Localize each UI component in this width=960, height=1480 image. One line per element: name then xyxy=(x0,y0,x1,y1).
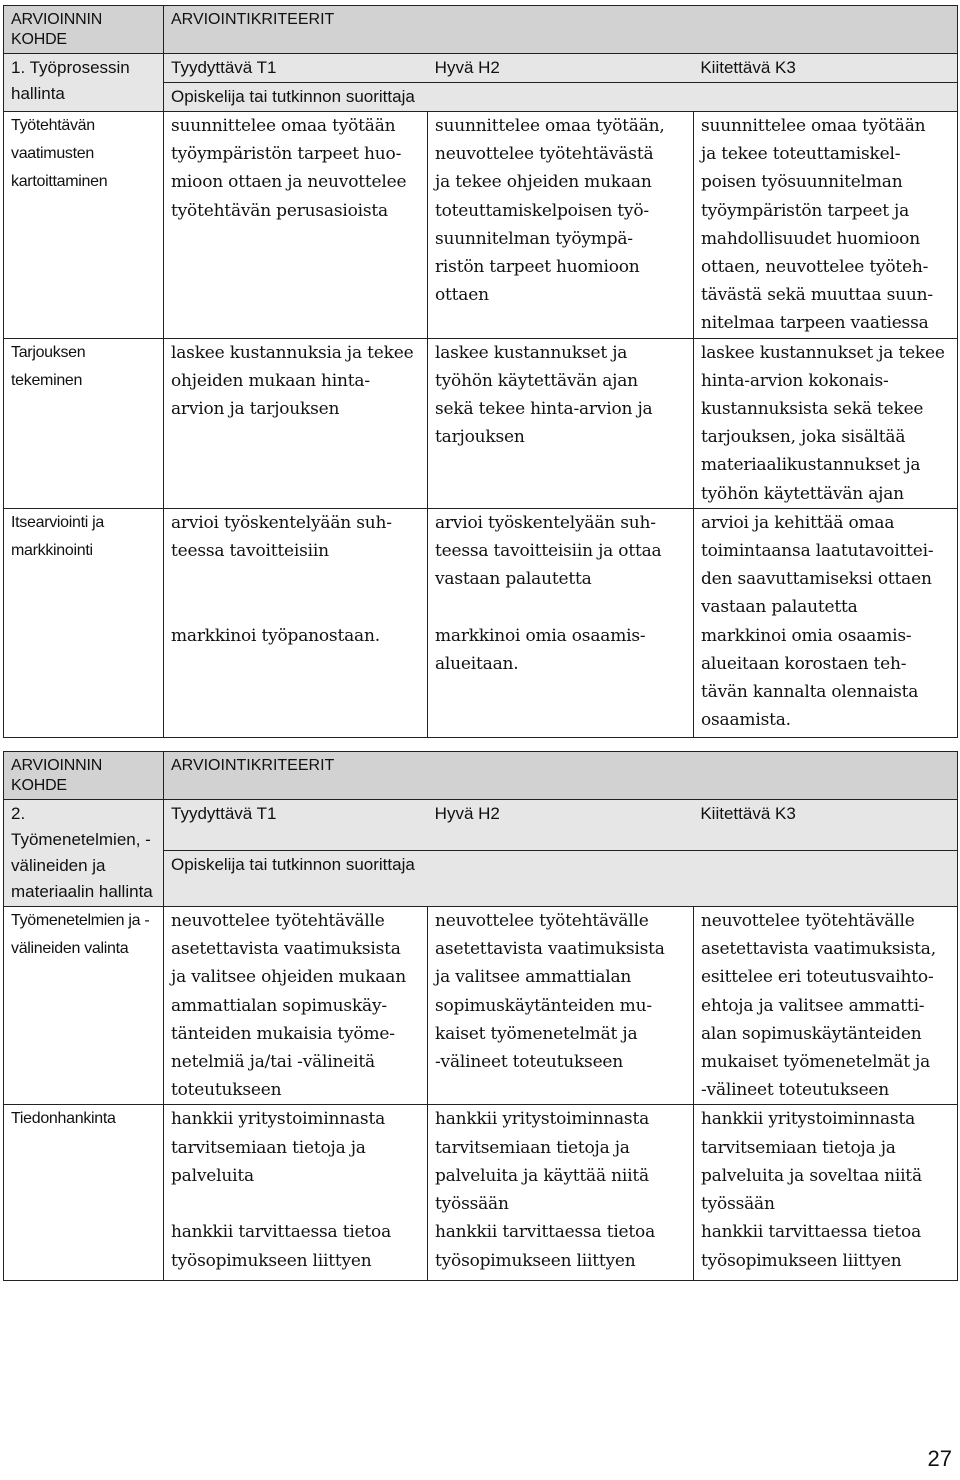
criteria-t1-marketing: markkinoi työpanostaan. xyxy=(171,625,380,646)
table-row xyxy=(4,112,958,339)
page-number: 27 xyxy=(927,1446,952,1471)
row-topic: Työmenetelmien ja -välineiden valinta xyxy=(4,907,164,1105)
criteria-t1: suunnittelee omaa työtään työympäristön tarpeet huo- mioon ottaen ja neuvottelee työtehtävän perusasioista xyxy=(164,112,428,339)
row-topic: Tarjouksen tekeminen xyxy=(4,338,164,508)
table-row xyxy=(4,1105,958,1281)
header-assessment-object: ARVIOINNIN KOHDE xyxy=(4,6,164,54)
row-topic: Tiedonhankinta xyxy=(4,1105,164,1281)
criteria-k3: laskee kustannukset ja tekee hinta-arvion kokonais- kustannuksista sekä tekee tarjouksen, joka sisältää materiaalikustannukset ja työhön käytettävän ajan xyxy=(694,338,958,508)
performer-label: Opiskelija tai tutkinnon suorittaja xyxy=(164,851,958,907)
row-topic: Työtehtävän vaatimusten kartoittaminen xyxy=(4,112,164,339)
criteria-h2: laskee kustannukset ja työhön käytettävän ajan sekä tekee hinta-arvion ja tarjouksen xyxy=(428,338,694,508)
criteria-h2-info: hankkii yritystoiminnasta tarvitsemiaan tietoja ja palveluita ja käyttää niitä työssään xyxy=(435,1109,650,1215)
criteria-k3: suunnittelee omaa työtään ja tekee toteuttamiskel- poisen työsuunnitelman työympäristön tarpeet ja mahdollisuudet huomioon ottaen, neuvottelee työteh- tävästä sekä muuttaa suun- nitelmaa tarpeen vaatiessa xyxy=(694,112,958,339)
criteria-t1: laskee kustannuksia ja tekee ohjeiden mukaan hinta- arvion ja tarjouksen xyxy=(164,338,428,508)
table-row xyxy=(4,338,958,508)
criteria-k3-self-assessment: arvioi ja kehittää omaa toimintaansa laatutavoittei- den saavuttamiseksi ottaen vastaan palautetta xyxy=(701,512,934,618)
header-assessment-criteria: ARVIOINTIKRITEERIT xyxy=(164,6,958,54)
criteria-h2-contract-info: hankkii tarvittaessa tietoa työsopimukseen liittyen xyxy=(435,1222,656,1271)
grade-level-h2: Hyvä H2 xyxy=(434,58,500,77)
criteria-table-1 xyxy=(3,5,958,738)
row-topic: Itsearviointi ja markkinointi xyxy=(4,508,164,737)
table-header-band xyxy=(4,752,958,800)
criteria-t1-info: hankkii yritystoiminnasta tarvitsemiaan tietoja ja palveluita xyxy=(171,1109,386,1186)
grade-level-t1: Tyydyttävä T1 xyxy=(171,58,277,77)
section-title: 2. Työmenetelmien, -välineiden ja materiaalin hallinta xyxy=(4,800,164,907)
criteria-t1-contract-info: hankkii tarvittaessa tietoa työsopimukseen liittyen xyxy=(171,1222,392,1271)
performer-label: Opiskelija tai tutkinnon suorittaja xyxy=(164,83,958,112)
criteria-table-2 xyxy=(3,751,958,1281)
table-row xyxy=(4,907,958,1105)
grade-level-h2: Hyvä H2 xyxy=(434,804,500,823)
criteria-h2: suunnittelee omaa työtään, neuvottelee työtehtävästä ja tekee ohjeiden mukaan toteuttamiskelpoisen työ- suunnitelman työympä- ristön tarpeet huomioon ottaen xyxy=(428,112,694,339)
criteria-h2-marketing: markkinoi omia osaamis- alueitaan. xyxy=(435,625,646,675)
section-title: 1. Työprosessin hallinta xyxy=(4,54,164,112)
table-row xyxy=(4,508,958,737)
grade-level-k3: Kiitettävä K3 xyxy=(700,804,796,823)
grade-level-t1: Tyydyttävä T1 xyxy=(171,804,277,823)
criteria-t1-self-assessment: arvioi työskentelyään suh- teessa tavoitteisiin xyxy=(171,512,392,562)
grade-level-k3: Kiitettävä K3 xyxy=(700,58,796,77)
criteria-k3-marketing: markkinoi omia osaamis- alueitaan korostaen teh- tävän kannalta olennaista osaamista. xyxy=(701,625,919,731)
criteria-k3-contract-info: hankkii tarvittaessa tietoa työsopimukseen liittyen xyxy=(701,1222,922,1271)
section-heading-row xyxy=(4,54,958,83)
section-heading-row xyxy=(4,800,958,851)
grade-levels xyxy=(164,800,957,828)
criteria-k3: neuvottelee työtehtävälle asetettavista vaatimuksista, esittelee eri toteutusvaihto- ehtoja ja valitsee ammatti- alan sopimuskäytänteiden mukaiset työmenetelmät ja -välineet toteutukseen xyxy=(694,907,958,1105)
grade-levels xyxy=(164,54,957,82)
header-assessment-criteria: ARVIOINTIKRITEERIT xyxy=(164,752,958,800)
header-assessment-object: ARVIOINNIN KOHDE xyxy=(4,752,164,800)
table-header-band xyxy=(4,6,958,54)
criteria-t1: neuvottelee työtehtävälle asetettavista vaatimuksista ja valitsee ohjeiden mukaan ammattialan sopimuskäy- tänteiden mukaisia työme- netelmiä ja/tai -välineitä toteutukseen xyxy=(164,907,428,1105)
criteria-k3-info: hankkii yritystoiminnasta tarvitsemiaan tietoja ja palveluita ja soveltaa niitä työssään xyxy=(701,1109,922,1215)
criteria-h2: neuvottelee työtehtävälle asetettavista vaatimuksista ja valitsee ammattialan sopimuskäytänteiden mu- kaiset työmenetelmät ja -välineet toteutukseen xyxy=(428,907,694,1105)
criteria-h2-self-assessment: arvioi työskentelyään suh- teessa tavoitteisiin ja ottaa vastaan palautetta xyxy=(435,512,662,590)
